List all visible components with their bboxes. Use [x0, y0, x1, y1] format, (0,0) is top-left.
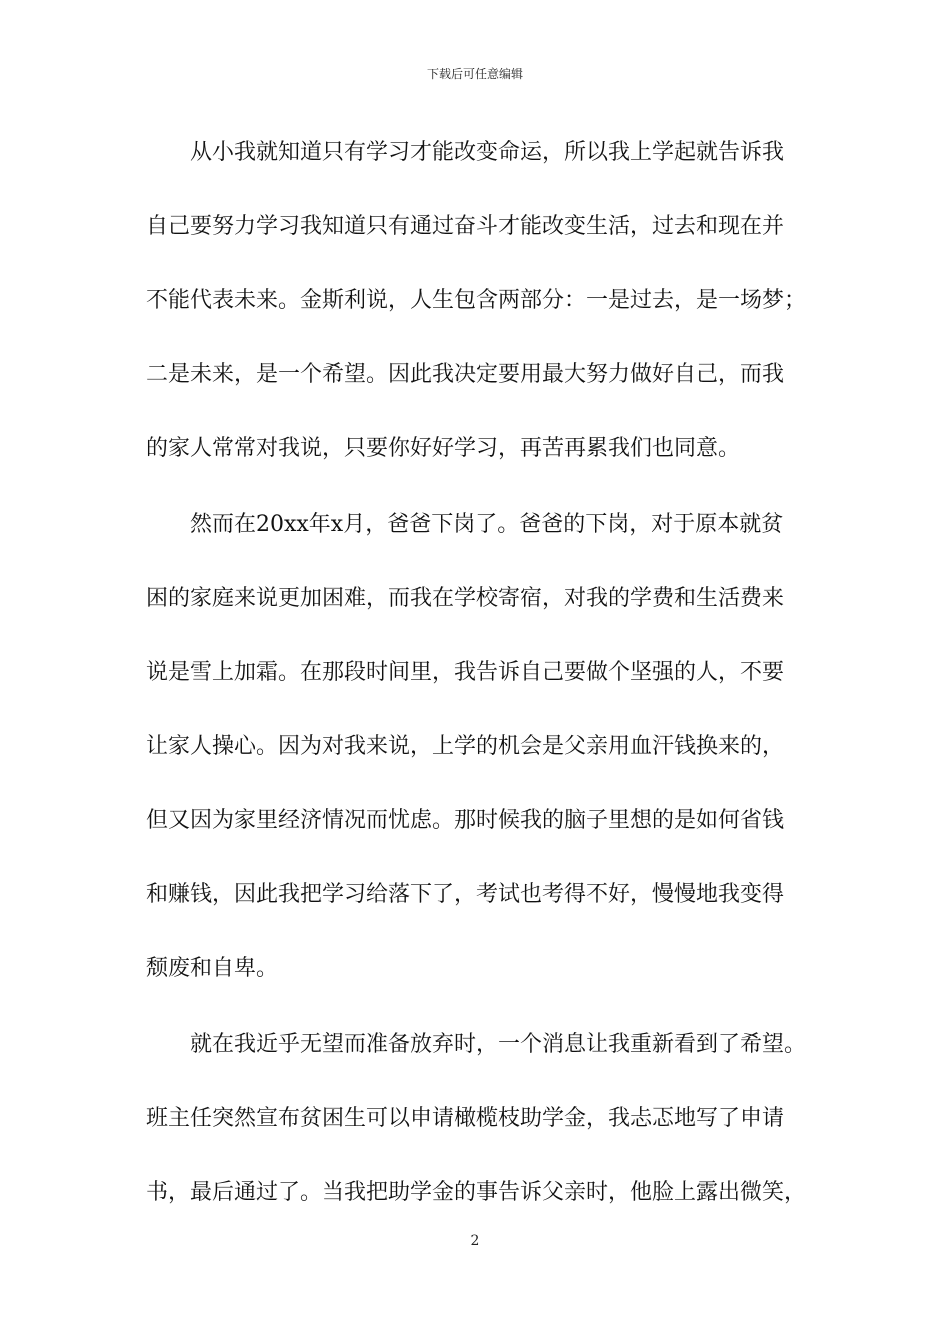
- page-header: 下载后可任意编辑: [426, 67, 523, 81]
- body-text-line: 颓废和自卑。: [146, 956, 279, 981]
- body-text-line: 自己要努力学习我知道只有通过奋斗才能改变生活，过去和现在并: [146, 214, 785, 239]
- body-text-line: 从小我就知道只有学习才能改变命运，所以我上学起就告诉我: [190, 140, 785, 165]
- body-text-line: 但又因为家里经济情况而忧虑。那时候我的脑子里想的是如何省钱: [146, 808, 785, 833]
- body-text-line: 让家人操心。因为对我来说，上学的机会是父亲用血汗钱换来的，: [146, 734, 785, 759]
- body-text-line: 班主任突然宣布贫困生可以申请橄榄枝助学金，我忐忑地写了申请: [146, 1106, 785, 1131]
- body-text-line: 的家人常常对我说，只要你好好学习，再苦再累我们也同意。: [146, 436, 741, 461]
- body-text-line: 书，最后通过了。当我把助学金的事告诉父亲时，他脸上露出微笑，: [146, 1180, 807, 1205]
- body-text-line: 不能代表未来。金斯利说，人生包含两部分：一是过去，是一场梦；: [146, 288, 807, 313]
- body-text-line: 然而在20xx年x月，爸爸下岗了。爸爸的下岗，对于原本就贫: [190, 512, 784, 537]
- body-text-line: 困的家庭来说更加困难，而我在学校寄宿，对我的学费和生活费来: [146, 586, 785, 611]
- page-number: 2: [470, 1233, 480, 1249]
- body-text-line: 说是雪上加霜。在那段时间里，我告诉自己要做个坚强的人，不要: [146, 660, 785, 685]
- body-text-line: 二是未来，是一个希望。因此我决定要用最大努力做好自己，而我: [146, 362, 785, 387]
- body-text-line: 就在我近乎无望而准备放弃时，一个消息让我重新看到了希望。: [190, 1032, 807, 1057]
- body-text-line: 和赚钱，因此我把学习给落下了，考试也考得不好，慢慢地我变得: [146, 882, 785, 907]
